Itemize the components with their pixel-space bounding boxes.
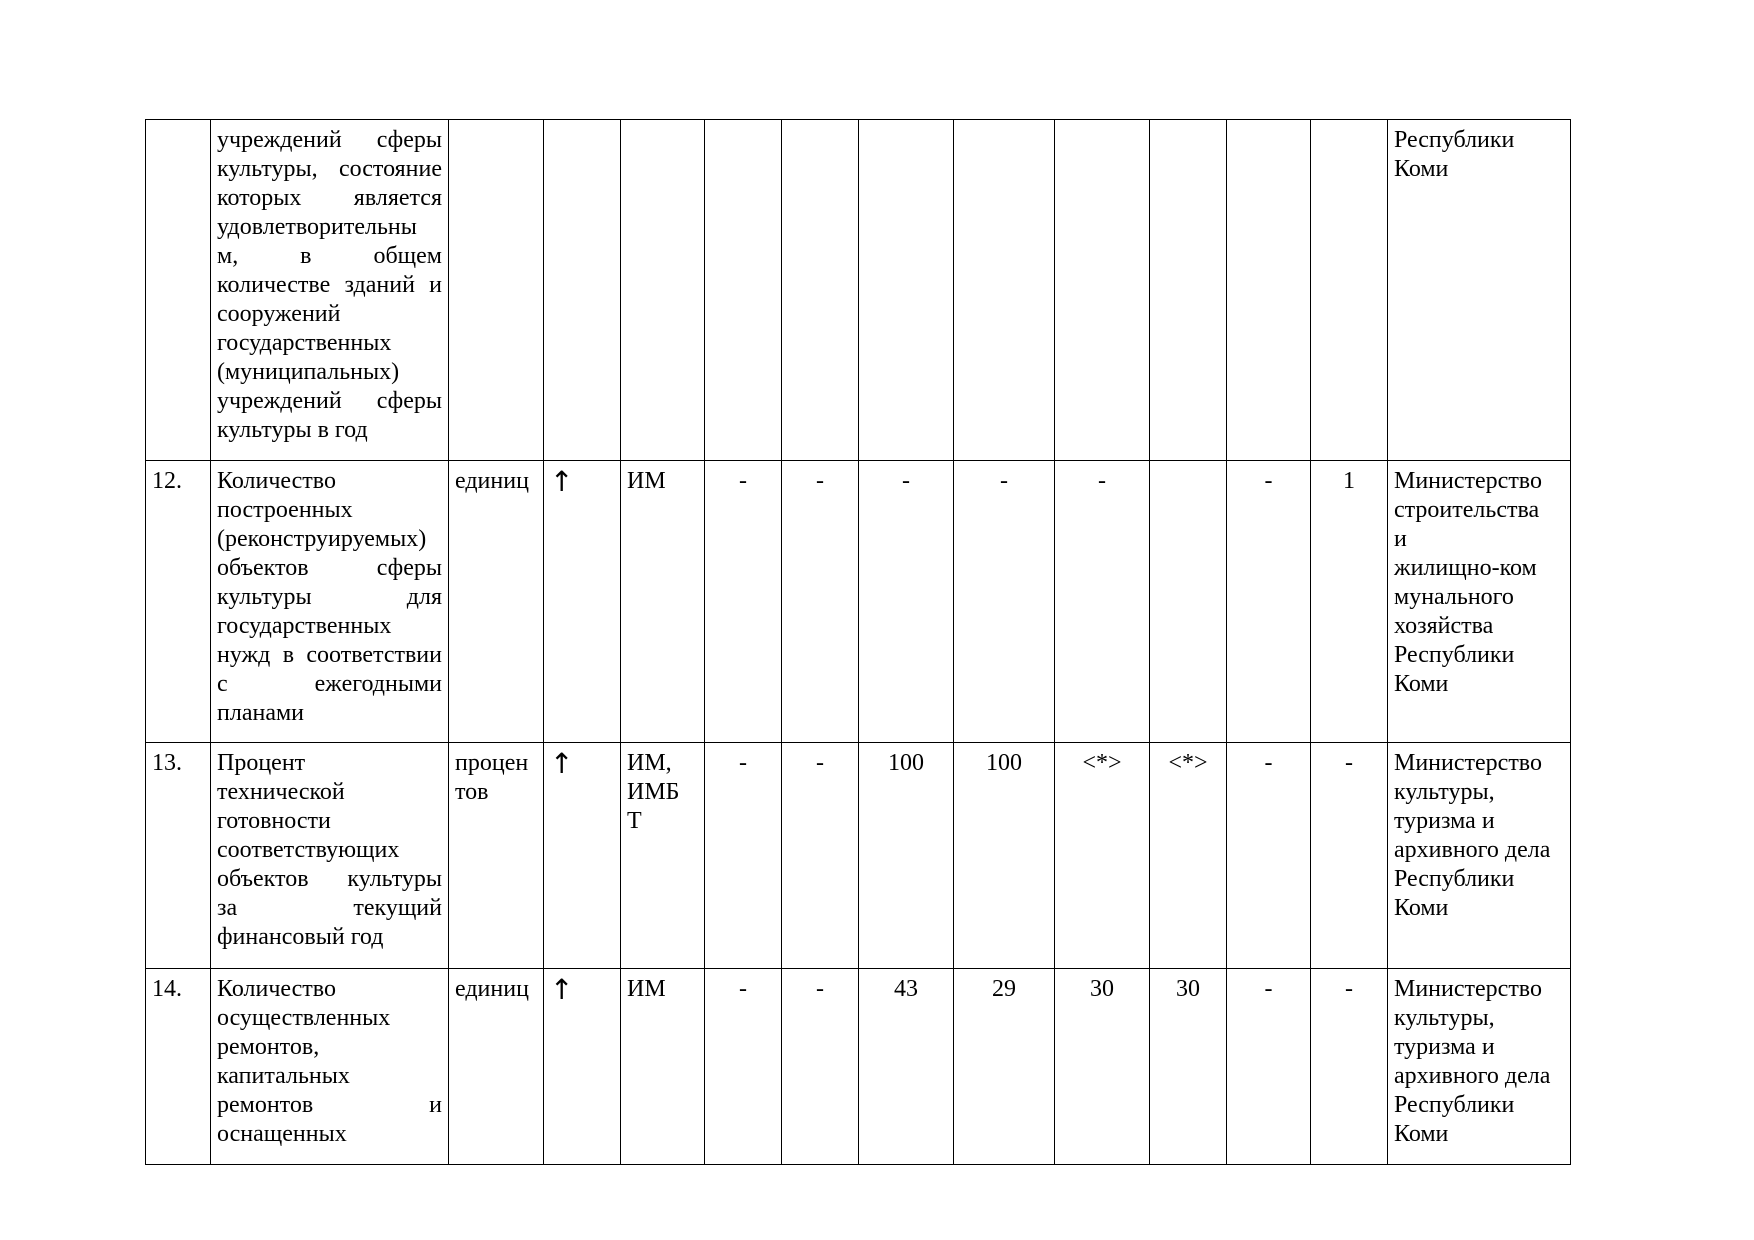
value-cell-8 — [1311, 120, 1388, 461]
indicator-name-line: оснащенных — [217, 1121, 347, 1147]
responsible-line: культуры, — [1394, 779, 1495, 805]
table-body — [146, 120, 1571, 1165]
unit-cell — [449, 969, 544, 1165]
value-cell-2: - — [782, 743, 859, 969]
indicator-name-line: Количество — [217, 976, 336, 1002]
indicator-name-line: за текущий — [217, 895, 442, 921]
table-row — [146, 461, 1571, 743]
indicator-name-line: построенных — [217, 497, 353, 523]
responsible-line: Министерство — [1394, 750, 1542, 776]
indicator-name-line: которых является — [217, 185, 442, 211]
value-cell-8: 1 — [1311, 461, 1388, 743]
responsible-cell — [1388, 743, 1571, 969]
indicator-name-line: нужд в соответствии — [217, 642, 442, 668]
indicator-name-line: (реконструируемых) — [217, 526, 427, 552]
responsible-line: Республики — [1394, 127, 1515, 153]
row-number-cell: 12. — [146, 461, 211, 743]
indicator-name-line: ремонтов и — [217, 1092, 442, 1118]
value-cell-2 — [782, 120, 859, 461]
indicator-name-line: удовлетворительны — [217, 214, 417, 240]
indicator-name-line: учреждений сферы — [217, 388, 442, 414]
source-cell — [621, 120, 705, 461]
value-cell-2: - — [782, 969, 859, 1165]
unit-cell — [449, 461, 544, 743]
value-cell-4: - — [954, 461, 1055, 743]
value-cell-1: - — [705, 743, 782, 969]
indicator-name-line: Процент — [217, 750, 306, 776]
source-line: ИМ — [627, 468, 666, 494]
indicator-name-line: с ежегодными — [217, 671, 442, 697]
responsible-line: и — [1394, 526, 1407, 552]
value-cell-7: - — [1227, 969, 1311, 1165]
responsible-cell — [1388, 461, 1571, 743]
value-cell-3: 43 — [859, 969, 954, 1165]
indicator-name-line: планами — [217, 700, 304, 726]
value-cell-3 — [859, 120, 954, 461]
value-cell-5 — [1055, 120, 1150, 461]
trend-arrow-icon: ↑ — [544, 969, 621, 1165]
indicator-name-line: объектов сферы — [217, 555, 442, 581]
indicator-name-cell — [211, 743, 449, 969]
unit-line: единиц — [455, 976, 529, 1002]
source-cell — [621, 461, 705, 743]
responsible-line: Коми — [1394, 671, 1449, 697]
value-cell-8: - — [1311, 743, 1388, 969]
indicator-name-line: готовности — [217, 808, 331, 834]
responsible-cell — [1388, 969, 1571, 1165]
value-cell-6: 30 — [1150, 969, 1227, 1165]
indicator-name-line: ремонтов, — [217, 1034, 320, 1060]
source-line: ИМ — [627, 976, 666, 1002]
unit-cell — [449, 743, 544, 969]
indicator-name-line: государственных — [217, 613, 392, 639]
value-cell-4: 100 — [954, 743, 1055, 969]
value-cell-7: - — [1227, 461, 1311, 743]
trend-arrow-icon: ↑ — [544, 461, 621, 743]
table-row — [146, 969, 1571, 1165]
responsible-line: Республики — [1394, 1092, 1515, 1118]
responsible-cell — [1388, 120, 1571, 461]
trend-arrow-icon — [544, 120, 621, 461]
indicator-name-line: капитальных — [217, 1063, 350, 1089]
indicator-name-line: сооружений — [217, 301, 341, 327]
value-cell-5: <*> — [1055, 743, 1150, 969]
indicator-name-line: культуры для — [217, 584, 442, 610]
row-number-cell: 13. — [146, 743, 211, 969]
value-cell-5: - — [1055, 461, 1150, 743]
table-row — [146, 743, 1571, 969]
responsible-line: архивного дела — [1394, 1063, 1551, 1089]
indicator-name-line: (муниципальных) — [217, 359, 400, 385]
row-number-cell — [146, 120, 211, 461]
responsible-line: Республики — [1394, 866, 1515, 892]
indicator-name-line: учреждений сферы — [217, 127, 442, 153]
responsible-line: Министерство — [1394, 976, 1542, 1002]
value-cell-1: - — [705, 461, 782, 743]
responsible-line: Республики — [1394, 642, 1515, 668]
value-cell-1: - — [705, 969, 782, 1165]
value-cell-6 — [1150, 120, 1227, 461]
value-cell-6: <*> — [1150, 743, 1227, 969]
responsible-line: туризма и — [1394, 1034, 1495, 1060]
indicator-name-line: соответствующих — [217, 837, 400, 863]
indicator-name-cell — [211, 120, 449, 461]
responsible-line: культуры, — [1394, 1005, 1495, 1031]
value-cell-4: 29 — [954, 969, 1055, 1165]
responsible-line: туризма и — [1394, 808, 1495, 834]
source-cell — [621, 969, 705, 1165]
responsible-line: Министерство — [1394, 468, 1542, 494]
unit-line: процен — [455, 750, 529, 776]
indicator-name-line: м, в общем — [217, 243, 442, 269]
responsible-line: Коми — [1394, 895, 1449, 921]
indicator-name-line: государственных — [217, 330, 392, 356]
indicator-name-line: технической — [217, 779, 345, 805]
indicator-name-cell — [211, 461, 449, 743]
row-number-cell: 14. — [146, 969, 211, 1165]
value-cell-2: - — [782, 461, 859, 743]
indicator-name-line: культуры в год — [217, 417, 368, 443]
source-line: ИМБ — [627, 779, 680, 805]
responsible-line: хозяйства — [1394, 613, 1494, 639]
trend-arrow-icon: ↑ — [544, 743, 621, 969]
indicator-name-line: количестве зданий и — [217, 272, 442, 298]
unit-line: тов — [455, 779, 489, 805]
value-cell-7: - — [1227, 743, 1311, 969]
indicator-name-line: осуществленных — [217, 1005, 391, 1031]
indicator-name-line: финансовый год — [217, 924, 384, 950]
value-cell-3: 100 — [859, 743, 954, 969]
source-cell — [621, 743, 705, 969]
responsible-line: архивного дела — [1394, 837, 1551, 863]
value-cell-3: - — [859, 461, 954, 743]
value-cell-1 — [705, 120, 782, 461]
responsible-line: строительства — [1394, 497, 1540, 523]
responsible-line: жилищно-ком — [1394, 555, 1537, 581]
responsible-line: Коми — [1394, 156, 1449, 182]
indicator-name-line: объектов культуры — [217, 866, 442, 892]
unit-line: единиц — [455, 468, 529, 494]
source-line: Т — [627, 808, 642, 834]
responsible-line: Коми — [1394, 1121, 1449, 1147]
value-cell-8: - — [1311, 969, 1388, 1165]
indicator-name-line: культуры, состояние — [217, 156, 442, 182]
indicator-name-cell — [211, 969, 449, 1165]
source-line: ИМ, — [627, 750, 672, 776]
value-cell-5: 30 — [1055, 969, 1150, 1165]
table-row — [146, 120, 1571, 461]
indicators-table — [145, 119, 1571, 1165]
value-cell-6 — [1150, 461, 1227, 743]
indicator-name-line: Количество — [217, 468, 336, 494]
value-cell-7 — [1227, 120, 1311, 461]
responsible-line: мунального — [1394, 584, 1514, 610]
unit-cell — [449, 120, 544, 461]
value-cell-4 — [954, 120, 1055, 461]
